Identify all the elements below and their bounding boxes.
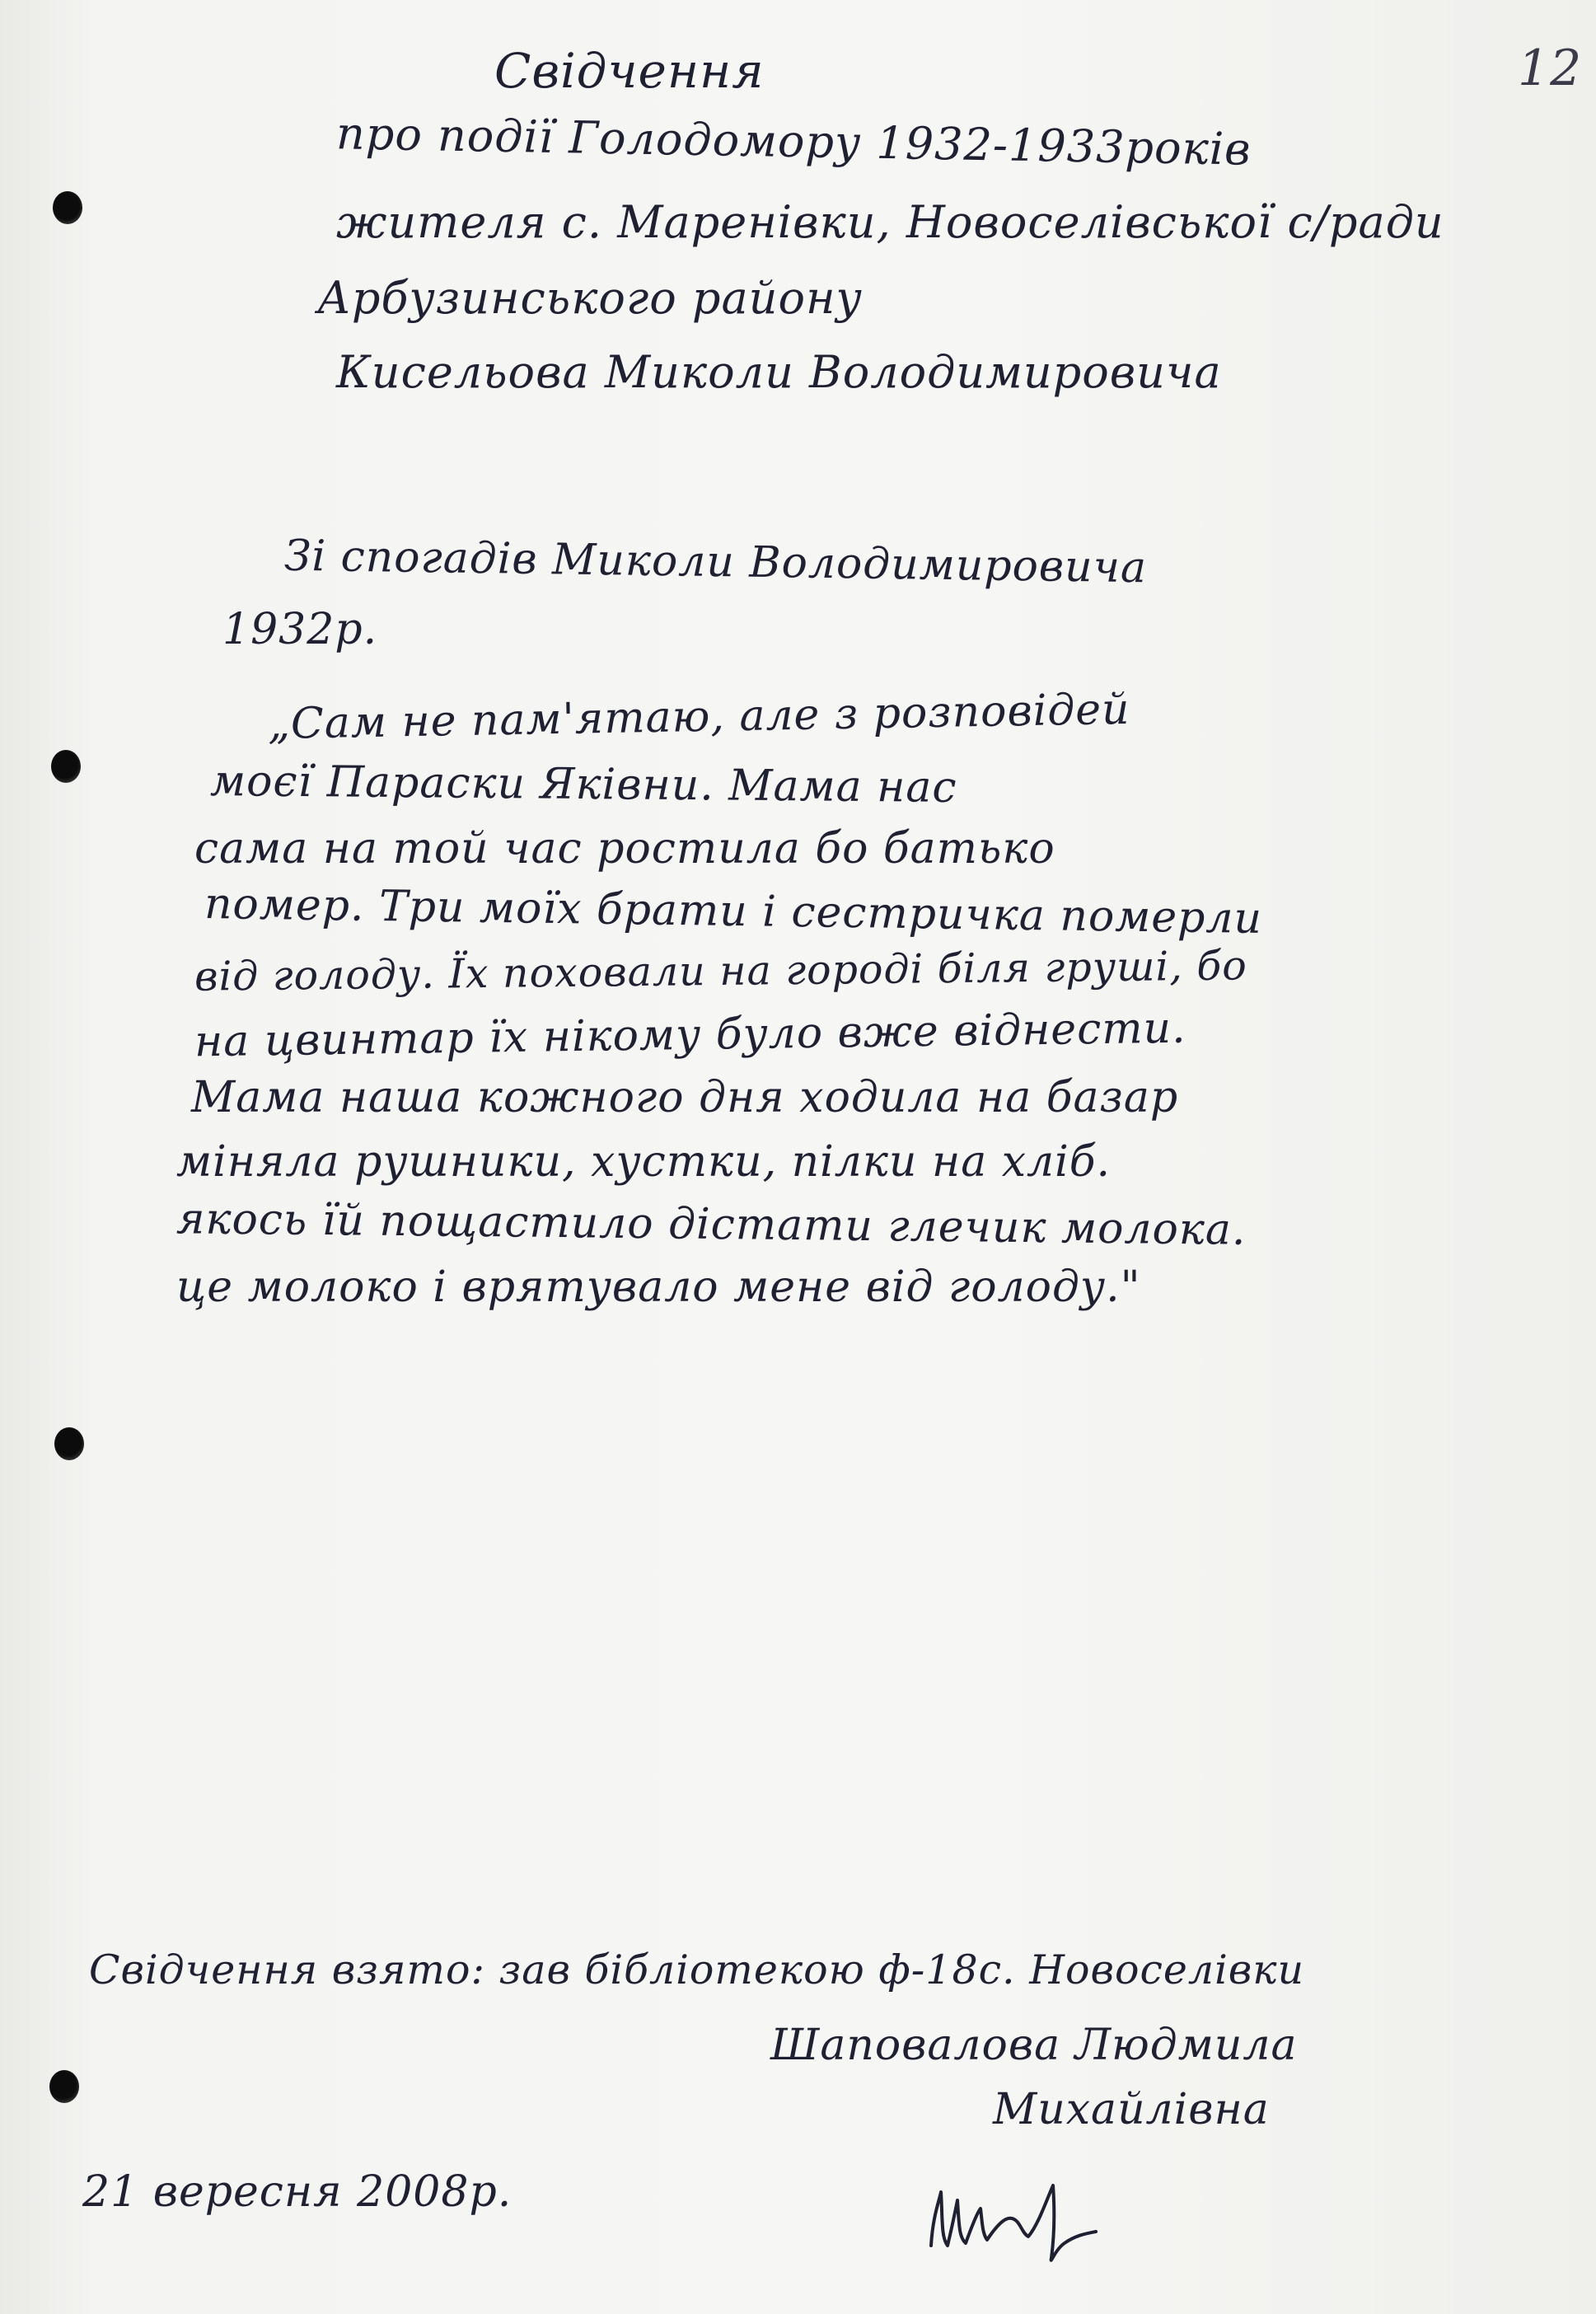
body-line: помер. Три моїх брати і сестричка померли: [204, 879, 1263, 944]
page-number: 12: [1518, 40, 1583, 97]
body-line: міняла рушники, хустки, пілки на хліб.: [176, 1137, 1112, 1187]
librarian-patronymic: Михайлівна: [993, 2085, 1270, 2134]
body-line: це молоко і врятувало мене від голоду.": [176, 1262, 1141, 1312]
intro-line: Зі спогадів Миколи Володимировича: [283, 531, 1148, 593]
intro-year: 1932р.: [222, 605, 378, 654]
body-line: якось їй пощастило дістати глечик молока.: [176, 1194, 1247, 1255]
punch-hole: [51, 750, 81, 783]
document-date: 21 вересня 2008р.: [82, 2167, 512, 2217]
document-title: Свідчення: [494, 43, 765, 99]
punch-hole: [49, 2070, 79, 2103]
librarian-name: Шаповалова Людмила: [770, 2021, 1298, 2070]
header-line: про події Голодомору 1932-1933років: [335, 107, 1252, 176]
signature: [923, 2167, 1104, 2283]
body-line: від голоду. Їх поховали на городі біля груші, бо: [194, 942, 1248, 1000]
header-line: Кисельова Миколи Володимировича: [336, 346, 1222, 398]
taken-by-line: Свідчення взято: зав бібліотекою ф-18с. Новоселівки: [89, 1946, 1305, 1993]
body-line: моєї Параски Яківни. Мама нас: [209, 756, 957, 813]
body-line: „Сам не пам'ятаю, але з розповідей: [267, 684, 1131, 750]
body-line: сама на той час ростила бо батько: [194, 824, 1055, 874]
body-line: на цвинтар їх нікому було вже віднести.: [194, 1003, 1186, 1067]
punch-hole: [54, 1427, 84, 1460]
body-line: Мама наша кожного дня ходила на базар: [191, 1073, 1179, 1122]
header-line: Арбузинського району: [317, 272, 863, 324]
punch-hole: [53, 191, 82, 224]
header-line: жителя с. Маренівки, Новоселівської с/ради: [336, 196, 1444, 248]
